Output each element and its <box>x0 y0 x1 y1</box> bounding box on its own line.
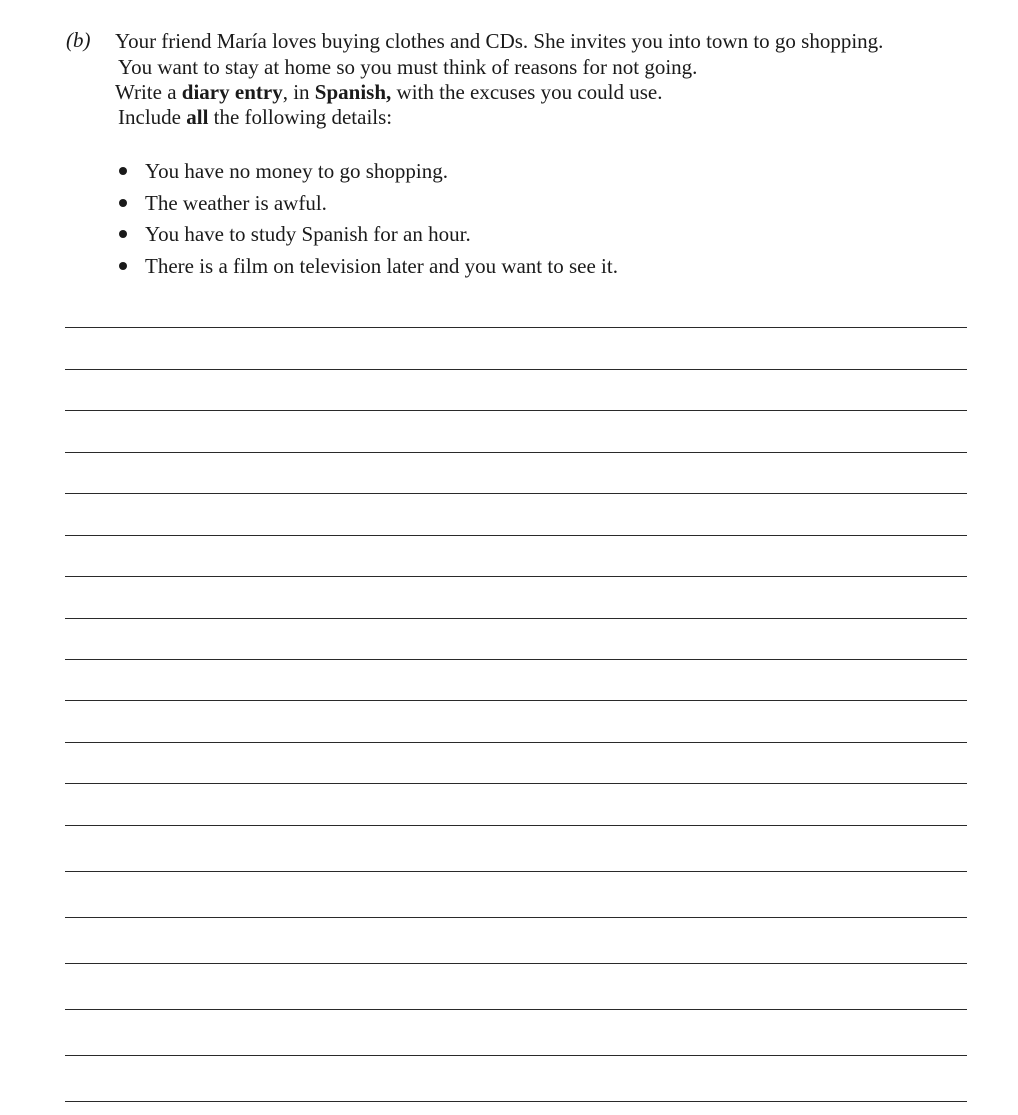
answer-line[interactable] <box>65 369 967 370</box>
list-item <box>116 158 618 190</box>
instruction-text: , in <box>282 80 315 104</box>
answer-line[interactable] <box>65 783 967 784</box>
answer-line[interactable] <box>65 659 967 660</box>
answer-line[interactable] <box>65 963 967 964</box>
instruction-line-1: Your friend María loves buying clothes and CDs. She invites you into town to go shopping. <box>115 29 884 53</box>
answer-line[interactable] <box>65 327 967 328</box>
answer-line[interactable] <box>65 576 967 577</box>
instruction-line-4 <box>118 104 392 130</box>
answer-line[interactable] <box>65 825 967 826</box>
answer-line[interactable] <box>65 1101 967 1102</box>
instruction-line-2: You want to stay at home so you must think of reasons for not going. <box>118 55 698 79</box>
list-item <box>116 190 618 222</box>
answer-line[interactable] <box>65 410 967 411</box>
list-item <box>116 221 618 253</box>
answer-line[interactable] <box>65 742 967 743</box>
answer-line[interactable] <box>65 871 967 872</box>
details-list <box>116 158 618 284</box>
answer-line[interactable] <box>65 452 967 453</box>
answer-line[interactable] <box>65 917 967 918</box>
list-item <box>116 253 618 285</box>
answer-line[interactable] <box>65 535 967 536</box>
emphasis-spanish: Spanish, <box>314 80 392 104</box>
bullet-icon <box>119 199 127 207</box>
bullet-icon <box>119 230 127 238</box>
answer-line[interactable] <box>65 700 967 701</box>
instruction-text: Write a <box>115 80 182 104</box>
answer-line[interactable] <box>65 1055 967 1056</box>
answer-line[interactable] <box>65 618 967 619</box>
list-item-text: There is a film on television later and you want to see it. <box>145 253 618 278</box>
instruction-text: with the excuses you could use. <box>391 80 663 104</box>
bullet-icon <box>119 167 127 175</box>
instruction-line-3 <box>115 79 662 105</box>
instruction-text: the following details: <box>208 105 393 129</box>
answer-line[interactable] <box>65 1009 967 1010</box>
answer-line[interactable] <box>65 493 967 494</box>
question-label: (b) <box>66 28 91 52</box>
list-item-text: You have no money to go shopping. <box>145 159 448 183</box>
emphasis-diary-entry: diary entry <box>181 80 283 104</box>
list-item-text: You have to study Spanish for an hour. <box>145 222 471 246</box>
instruction-text: Include <box>118 105 187 129</box>
bullet-icon <box>119 262 127 270</box>
emphasis-all: all <box>186 105 209 129</box>
list-item-text: The weather is awful. <box>145 190 327 215</box>
